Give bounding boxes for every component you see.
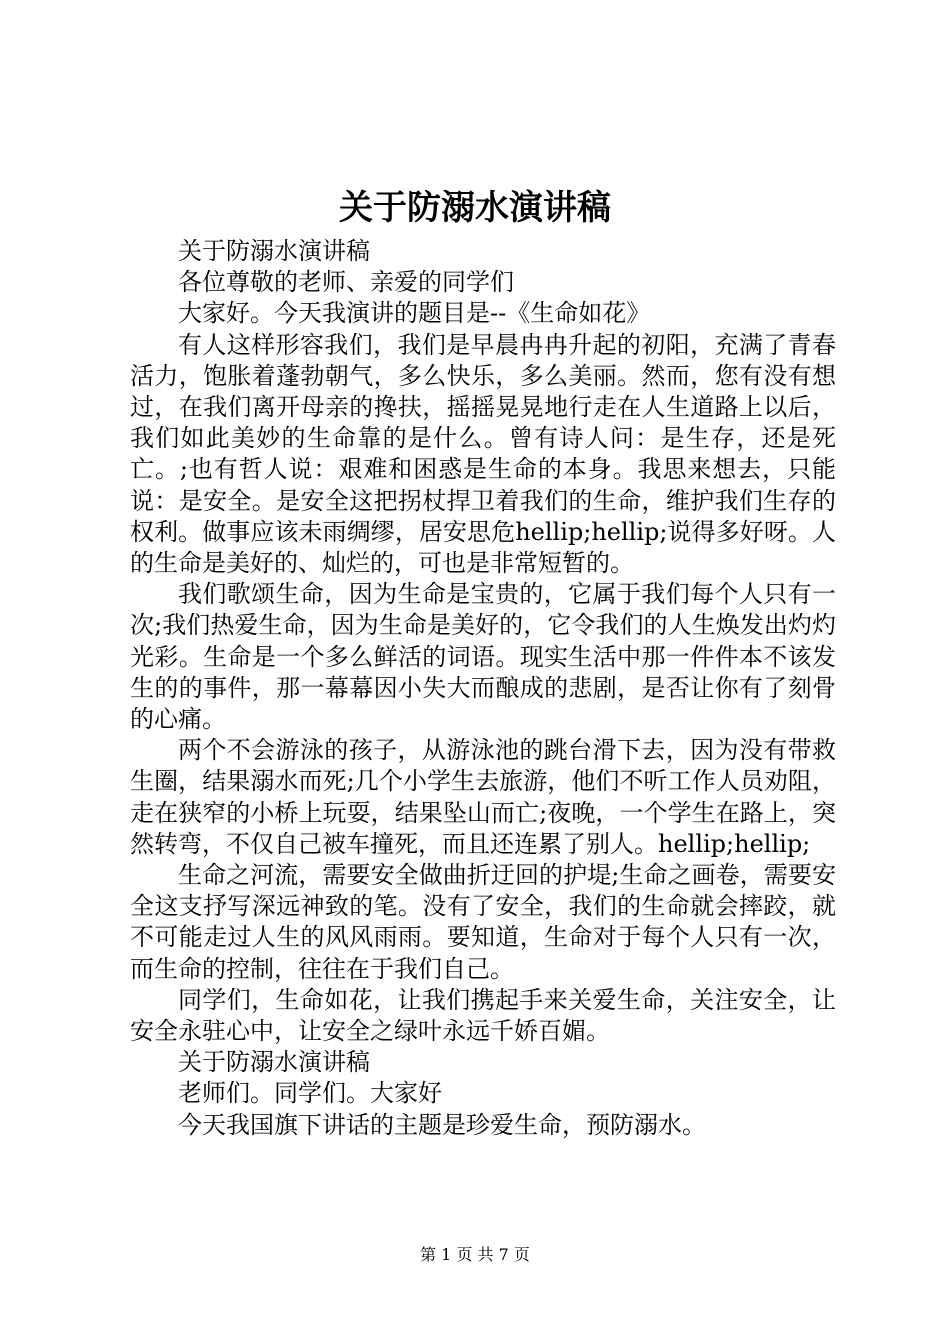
paragraph: 生命之河流，需要安全做曲折迂回的护堤;生命之画卷，需要安全这支抒写深远神致的笔。没有了安全，我们的生命就会摔跤，就不可能走过人生的风风雨雨。要知道，生命对于每个人只有一次，而生命的控制，往往在于我们自己。 <box>130 861 836 983</box>
paragraph: 关于防溺水演讲稿 <box>178 1048 370 1077</box>
paragraph: 老师们。同学们。大家好 <box>178 1079 442 1108</box>
paragraph: 关于防溺水演讲稿 <box>178 237 370 265</box>
paragraph: 各位尊敬的老师、亲爱的同学们 <box>178 268 514 297</box>
paragraph: 我们歌颂生命，因为生命是宝贵的，它属于我们每个人只有一次;我们热爱生命，因为生命是美好的，它令我们的人生焕发出灼灼光彩。生命是一个多么鲜活的词语。现实生活中那一件件本不该发生的的事件，那一幕幕因小失大而酿成的悲剧，是否让你有了刻骨的心痛。 <box>130 580 836 734</box>
paragraph: 大家好。今天我演讲的题目是--《生命如花》 <box>178 299 651 328</box>
page-footer: 第 1 页 共 7 页 <box>420 1245 530 1264</box>
document-body <box>130 236 836 1141</box>
paragraph: 两个不会游泳的孩子，从游泳池的跳台滑下去，因为没有带救生圈，结果溺水而死;几个小学生去旅游，他们不听工作人员劝阻，走在狭窄的小桥上玩耍，结果坠山而亡;夜晚，一个学生在路上，突然转弯，不仅自己被车撞死，而且还连累了别人。hellip;hellip; <box>130 736 836 858</box>
paragraph: 有人这样形容我们，我们是早晨冉冉升起的初阳，充满了青春活力，饱胀着蓬勃朝气，多么快乐，多么美丽。然而，您有没有想过，在我们离开母亲的搀扶，摇摇晃晃地行走在人生道路上以后，我们如此美妙的生命靠的是什么。曾有诗人问：是生存，还是死亡。;也有哲人说：艰难和困惑是生命的本身。我思来想去，只能说：是安全。是安全这把拐杖捍卫着我们的生命，维护我们生存的权利。做事应该未雨绸缪，居安思危hellip;hellip;说得多好呀。人的生命是美好的、灿烂的，可也是非常短暂的。 <box>130 330 836 578</box>
paragraph: 今天我国旗下讲话的主题是珍爱生命，预防溺水。 <box>178 1110 706 1139</box>
document-title: 关于防溺水演讲稿 <box>339 188 611 228</box>
paragraph: 同学们，生命如花，让我们携起手来关爱生命，关注安全，让安全永驻心中，让安全之绿叶永远千娇百媚。 <box>130 985 836 1046</box>
